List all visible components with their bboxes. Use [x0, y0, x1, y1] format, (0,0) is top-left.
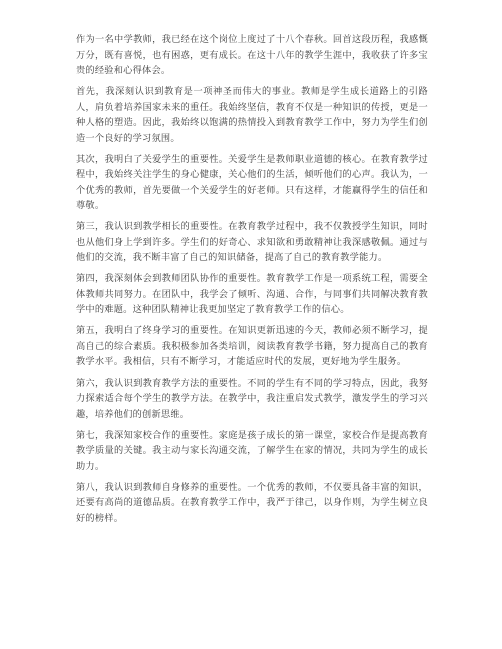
paragraph-eighth: 第八，我认识到教师自身修养的重要性。一个优秀的教师，不仅要具备丰富的知识，还要有高尚的道德品质。在教育教学工作中，我严于律己，以身作则，为学生树立良好的榜样。: [76, 481, 428, 524]
paragraph-fourth: 第四，我深刻体会到教师团队协作的重要性。教育教学工作是一项系统工程，需要全体教师共同努力。在团队中，我学会了倾听、沟通、合作，与同事们共同解决教育教学中的难题。这种团队精神让我更加坚定了教育教学工作的信心。: [76, 273, 428, 316]
paragraph-first: 首先，我深刻认识到教育是一项神圣而伟大的事业。教师是学生成长道路上的引路人，肩负着培养国家未来的重任。我始终坚信，教育不仅是一种知识的传授，更是一种人格的塑造。因此，我始终以饱满的热情投入到教育教学工作中，努力为学生们创造一个良好的学习氛围。: [76, 86, 428, 144]
paragraph-fifth: 第五，我明白了终身学习的重要性。在知识更新迅速的今天，教师必须不断学习，提高自己的综合素质。我积极参加各类培训，阅读教育教学书籍，努力提高自己的教育教学水平。我相信，只有不断学习，才能适应时代的发展，更好地为学生服务。: [76, 325, 428, 368]
paragraph-sixth: 第六，我认识到教育教学方法的重要性。不同的学生有不同的学习特点，因此，我努力探索适合每个学生的教学方法。在教学中，我注重启发式教学，激发学生的学习兴趣，培养他们的创新思维。: [76, 377, 428, 420]
paragraph-intro: 作为一名中学教师，我已经在这个岗位上度过了十八个春秋。回首这段历程，我感慨万分，既有喜悦，也有困惑，更有成长。在这十八年的教学生涯中，我收获了许多宝贵的经验和心得体会。: [76, 34, 428, 76]
paragraph-second: 其次，我明白了关爱学生的重要性。关爱学生是教师职业道德的核心。在教育教学过程中，我始终关注学生的身心健康，关心他们的生活，倾听他们的心声。我认为，一个优秀的教师，首先要做一个关爱学生的好老师。只有这样，才能赢得学生的信任和尊敬。: [76, 153, 428, 212]
document-body: [76, 32, 428, 532]
paragraph-third: 第三，我认识到教学相长的重要性。在教育教学过程中，我不仅教授学生知识，同时也从他们身上学到许多。学生们的好奇心、求知欲和勇敢精神让我深感敬佩。通过与他们的交流，我不断丰富了自己的知识储备，提高了自己的教育教学能力。: [76, 221, 428, 264]
paragraph-seventh: 第七，我深知家校合作的重要性。家庭是孩子成长的第一课堂，家校合作是提高教育教学质量的关键。我主动与家长沟通交流，了解学生在家的情况，共同为学生的成长助力。: [76, 429, 428, 472]
